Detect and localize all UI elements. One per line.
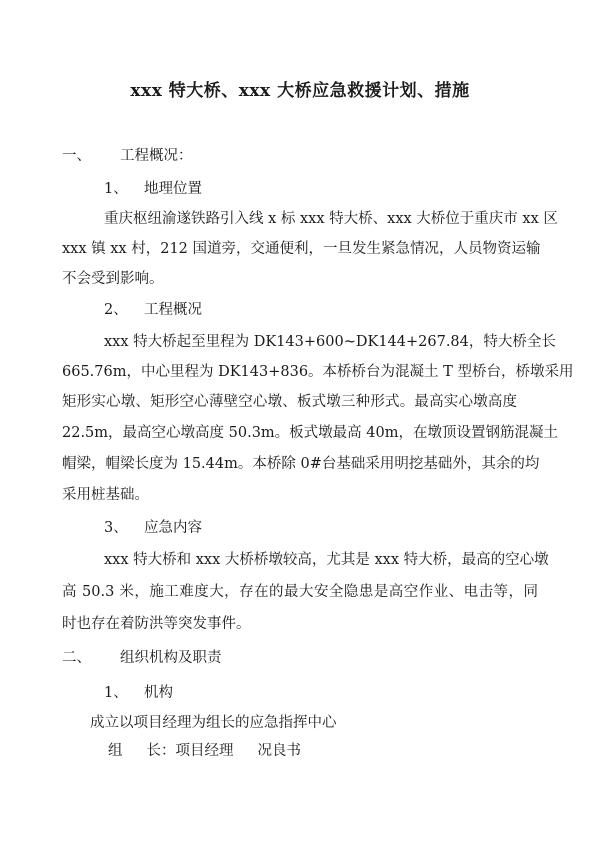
subsection-1-1-heading bbox=[104, 179, 202, 199]
section-1-number: 一、 bbox=[62, 148, 91, 164]
subsection-2-1-title: 机构 bbox=[144, 685, 173, 701]
paragraph-line bbox=[62, 582, 538, 602]
paragraph-line-text: 矩形实心墩、矩形空心薄壁空心墩、板式墩三种形式。最高实心墩高度 bbox=[62, 394, 517, 410]
leader-name: 况良书 bbox=[257, 743, 301, 759]
leader-label-1: 组 bbox=[108, 743, 123, 759]
subsection-1-3-number: 3、 bbox=[104, 520, 128, 536]
section-2-heading bbox=[62, 648, 222, 668]
subsection-1-2-title: 工程概况 bbox=[144, 302, 202, 318]
leader-role: 项目经理 bbox=[175, 743, 234, 759]
section-1-heading bbox=[62, 146, 193, 166]
subsection-1-1-title: 地理位置 bbox=[144, 181, 202, 197]
subsection-1-2-number: 2、 bbox=[104, 302, 128, 318]
paragraph-line: 不会受到影响。 bbox=[62, 271, 164, 287]
paragraph-line bbox=[104, 332, 556, 352]
leader-label-2: 长： bbox=[146, 743, 176, 759]
subsection-1-3-heading bbox=[104, 518, 202, 538]
subsection-1-2-heading bbox=[104, 300, 202, 320]
paragraph-line-text: 22.5m，最高空心墩高度 50.3m。板式墩最高 40m，在墩顶设置钢筋混凝土 bbox=[62, 425, 558, 441]
paragraph-line: 重庆枢纽渝遂铁路引入线 x 标 xxx 特大桥、xxx 大桥位于重庆市 xx 区 bbox=[104, 211, 558, 227]
paragraph-line: xxx 镇 xx 村，212 国道旁，交通便利，一旦发生紧急情况，人员物资运输 bbox=[62, 241, 541, 257]
paragraph-line bbox=[62, 392, 517, 412]
paragraph-line bbox=[62, 454, 540, 474]
paragraph-line-text: xxx 特大桥和 xxx 大桥桥墩较高，尤其是 xxx 特大桥，最高的空心墩 bbox=[104, 552, 549, 568]
document-title: xxx 特大桥、xxx 大桥应急救援计划、措施 bbox=[130, 81, 470, 101]
paragraph-line bbox=[62, 423, 558, 443]
section-2-title: 组织机构及职责 bbox=[120, 650, 222, 666]
paragraph-line bbox=[104, 550, 549, 570]
paragraph-line-text: 高 50.3 米，施工难度大，存在的最大安全隐患是高空作业、电击等，同 bbox=[62, 584, 538, 600]
paragraph-line: 成立以项目经理为组长的应急指挥中心 bbox=[90, 715, 337, 731]
paragraph-line-text: 帽梁，帽梁长度为 15.44m。本桥除 0#台基础采用明挖基础外，其余的均 bbox=[62, 456, 540, 472]
leader-line bbox=[108, 741, 301, 761]
paragraph-line: 时也存在着防洪等突发事件。 bbox=[62, 616, 251, 632]
subsection-1-1-number: 1、 bbox=[104, 181, 128, 197]
paragraph-line: 采用桩基础。 bbox=[62, 487, 149, 503]
paragraph-line-text: 665.76m，中心里程为 DK143+836。本桥桥台为混凝土 T 型桥台，桥墩采用 bbox=[62, 364, 574, 380]
subsection-1-3-title: 应急内容 bbox=[144, 520, 202, 536]
subsection-2-1-heading bbox=[104, 683, 173, 703]
paragraph-line-text: xxx 特大桥起至里程为 DK143+600~DK144+267.84，特大桥全长 bbox=[104, 334, 556, 350]
section-2-number: 二、 bbox=[62, 650, 91, 666]
paragraph-line bbox=[62, 362, 574, 382]
section-1-title: 工程概况： bbox=[120, 148, 193, 164]
subsection-2-1-number: 1、 bbox=[104, 685, 128, 701]
